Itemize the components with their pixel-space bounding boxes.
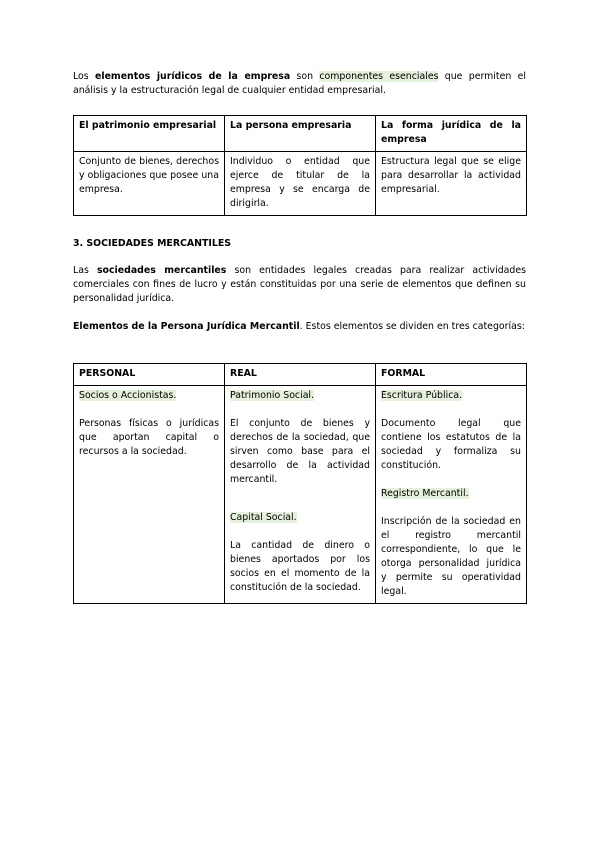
sociedades-paragraph (73, 264, 526, 306)
desc-socios: Personas físicas o jurídicas que aportan capital o recursos a la sociedad. (79, 418, 219, 457)
para2-text-pre: Las (73, 265, 97, 276)
desc-escritura-publica: Documento legal que contiene los estatutos de la sociedad y formaliza su constitución. (381, 418, 521, 471)
cell-patrimonio: Conjunto de bienes, derechos y obligaciones que posee una empresa. (74, 152, 225, 216)
cell-personal (74, 386, 225, 604)
categories-table-body-row (74, 386, 527, 604)
cell-persona: Individuo o entidad que ejerce de titular de la empresa y se encarga de dirigirla. (225, 152, 376, 216)
elements-table-header-row (74, 116, 527, 152)
desc-registro-mercantil: Inscripción de la sociedad en el registro mercantil correspondiente, lo que le otorga personalidad jurídica y permite su operatividad legal. (381, 516, 521, 597)
header-personal: PERSONAL (74, 364, 225, 386)
intro-text-pre: Los (73, 71, 95, 82)
cell-forma: Estructura legal que se elige para desarrollar la actividad empresarial. (376, 152, 527, 216)
elementos-paragraph (73, 320, 526, 334)
header-patrimonio: El patrimonio empresarial (74, 116, 225, 152)
intro-text-mid: son (290, 71, 320, 82)
term-registro-mercantil: Registro Mercantil. (381, 488, 469, 499)
para3-text-post: . Estos elementos se dividen en tres categorías: (299, 321, 525, 332)
header-forma: La forma jurídica de la empresa (376, 116, 527, 152)
header-formal: FORMAL (376, 364, 527, 386)
cell-real (225, 386, 376, 604)
intro-paragraph (73, 70, 526, 98)
categories-table-header-row (74, 364, 527, 386)
cell-formal (376, 386, 527, 604)
section-heading: 3. SOCIEDADES MERCANTILES (73, 238, 232, 249)
header-real: REAL (225, 364, 376, 386)
desc-patrimonio-social: El conjunto de bienes y derechos de la sociedad, que sirven como base para el desarrollo de la actividad mercantil. (230, 418, 370, 485)
term-patrimonio-social: Patrimonio Social. (230, 390, 315, 401)
intro-bold-term: elementos jurídicos de la empresa (95, 71, 291, 82)
intro-highlight: componentes esenciales (319, 71, 439, 82)
header-persona: La persona empresaria (225, 116, 376, 152)
intro-text-post: que permiten el análisis y la estructuración legal de cualquier entidad empresarial. (73, 71, 526, 96)
term-capital-social: Capital Social. (230, 512, 297, 523)
term-escritura-publica: Escritura Pública. (381, 390, 463, 401)
categories-table (73, 363, 527, 604)
para2-text-post: son entidades legales creadas para realizar actividades comerciales con fines de lucro y están constituidas por una serie de elementos que definen su personalidad jurídica. (73, 265, 526, 304)
para3-bold-term: Elementos de la Persona Jurídica Mercantil (73, 321, 300, 332)
para2-bold-term: sociedades mercantiles (96, 265, 227, 276)
elements-table-body-row (74, 152, 527, 216)
elements-table (73, 115, 527, 216)
desc-capital-social: La cantidad de dinero o bienes aportados por los socios en el momento de la constitución de la sociedad. (230, 540, 370, 593)
term-socios: Socios o Accionistas. (79, 390, 177, 401)
